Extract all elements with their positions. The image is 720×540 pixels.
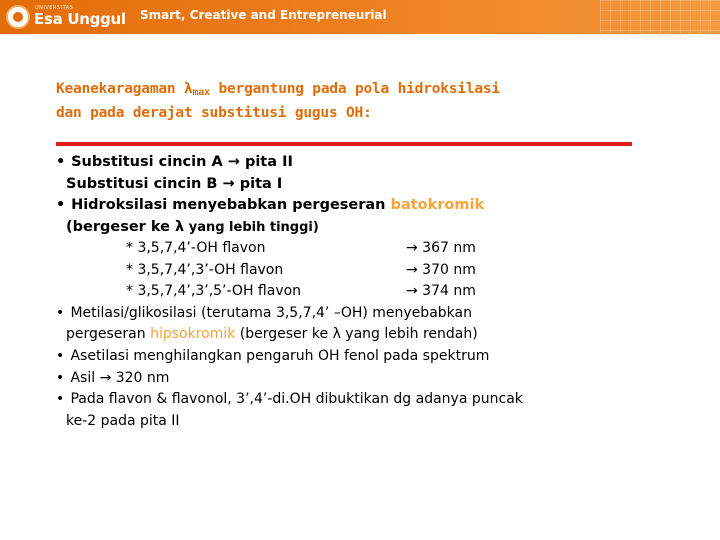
bullet-continuation <box>56 324 676 346</box>
sub-item-wavelength: → 367 nm <box>406 240 476 256</box>
item-text: Asil <box>70 369 100 386</box>
item-text: (bergeser ke <box>66 218 176 235</box>
arrow-icon: → <box>99 369 112 386</box>
lambda-symbol: λ <box>183 81 193 97</box>
bullet-icon: • <box>56 304 65 321</box>
title-part-1: Keanekaragaman <box>56 81 184 97</box>
logo-subtext: UNIVERSITAS <box>35 5 74 11</box>
sub-item-wavelength: → 370 nm <box>406 261 476 278</box>
title-line-2: dan pada derajat substitusi gugus OH: <box>56 105 372 121</box>
arrow-icon: → <box>222 175 235 192</box>
sub-item-wavelength: → 374 nm <box>406 283 476 300</box>
bullet-item <box>56 368 676 390</box>
university-logo <box>6 4 126 30</box>
item-text: Hidroksilasi menyebabkan pergeseran <box>71 197 391 213</box>
bullet-continuation: ke-2 pada pita II <box>66 412 180 429</box>
highlight-hipsokromik: hipsokromik <box>150 326 236 343</box>
sub-item-row <box>56 238 676 260</box>
bullet-item <box>56 303 676 325</box>
sub-item-compound: * 3,5,7,4’,3’-OH flavon <box>126 261 284 278</box>
item-text: Metilasi/glikosilasi (terutama 3,5,7,4’ –OH) menyebabkan <box>70 304 472 321</box>
logo-name: Esa Unggul <box>34 10 126 28</box>
lambda-subscript: max <box>192 87 210 98</box>
item-text: Substitusi cincin B <box>66 175 223 192</box>
bullet-item <box>56 389 676 411</box>
bullet-icon: • <box>56 154 66 170</box>
item-text: (bergeser ke <box>235 326 333 343</box>
item-text: yang lebih rendah) <box>340 326 478 343</box>
item-text: pita I <box>234 175 283 192</box>
highlight-batokromik: batokromik <box>390 197 485 213</box>
item-text: pergeseran <box>66 326 151 343</box>
item-text: yang lebih tinggi) <box>184 219 319 235</box>
lambda-symbol: λ <box>332 326 341 343</box>
bullet-icon: • <box>56 369 65 386</box>
tagline: Smart, Creative and Entrepreneurial <box>140 8 387 22</box>
bullet-continuation <box>56 174 676 196</box>
logo-emblem-icon <box>6 5 30 29</box>
header-bar <box>0 0 720 34</box>
bullet-item <box>56 195 676 217</box>
item-text: Pada flavon & flavonol, 3’,4’-di.OH dibuktikan dg adanya puncak <box>70 391 523 408</box>
bullet-icon: • <box>56 347 65 364</box>
bullet-item <box>56 346 676 368</box>
bullet-item <box>56 152 676 174</box>
lambda-symbol: λ <box>175 218 185 235</box>
bullet-icon: • <box>56 391 65 408</box>
item-text: pita II <box>239 154 293 170</box>
item-text: Substitusi cincin A <box>71 154 228 170</box>
sub-item-compound: * 3,5,7,4’-OH flavon <box>126 240 266 256</box>
arrow-icon: → <box>227 154 240 170</box>
slide-body <box>56 152 676 432</box>
title-part-2: bergantung pada pola hidroksilasi <box>209 81 500 97</box>
bullet-icon: • <box>56 197 66 213</box>
item-text: 320 nm <box>111 369 170 386</box>
slide-title <box>56 79 676 124</box>
sub-item-row <box>56 281 676 303</box>
sub-item-compound: * 3,5,7,4’,3’,5’-OH flavon <box>126 283 302 300</box>
item-text: Asetilasi menghilangkan pengaruh OH fenol pada spektrum <box>70 347 490 364</box>
sub-item-row <box>56 260 676 282</box>
divider-line <box>56 142 632 146</box>
bullet-continuation <box>56 217 676 239</box>
grid-decoration <box>600 0 720 34</box>
